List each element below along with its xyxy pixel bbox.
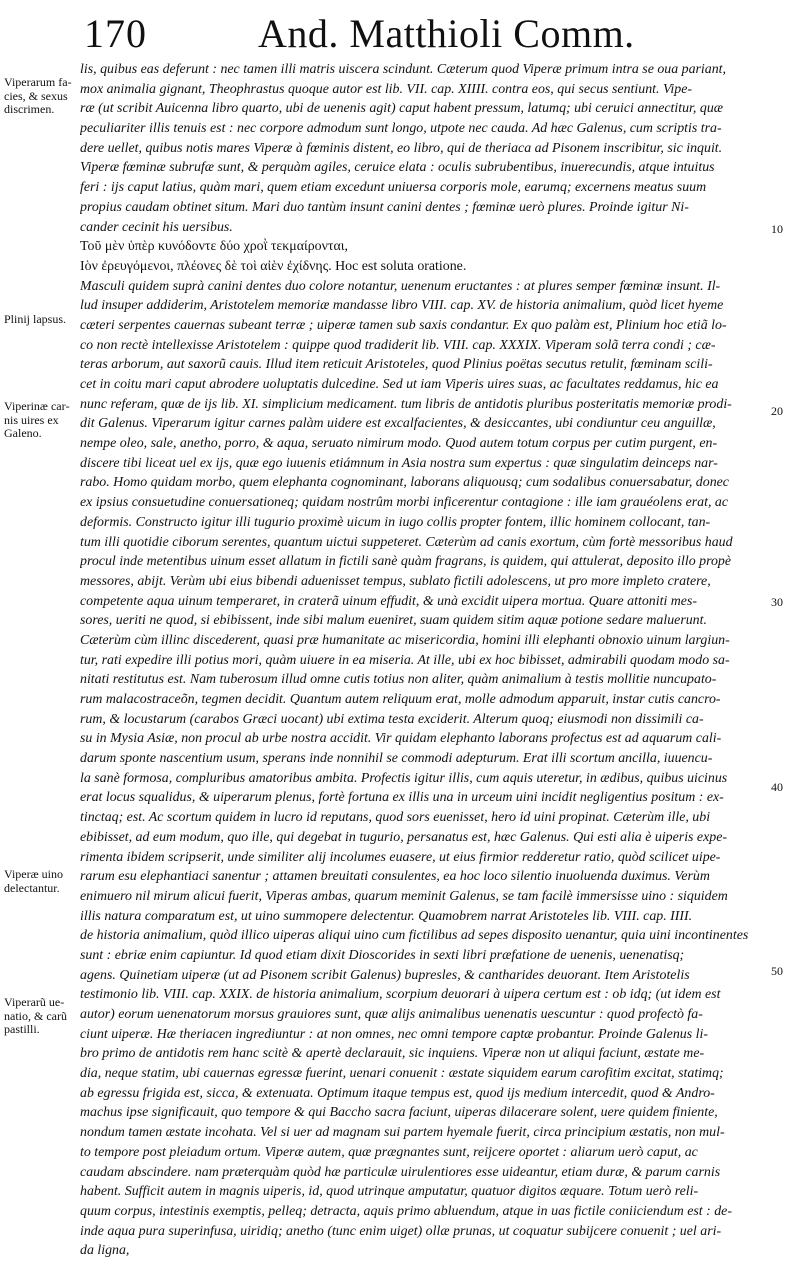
text-line: ab egressu frigida est, sicca, & extenuata. Optimum itaque tempus est, quod ijs medium intercedit, quod & Andro- (80, 1085, 715, 1101)
text-line: messores, abijt. Verùm ubi eius bibendi aduenisset tempus, sublato fictili adolescens, ut pro more impleto cratere, (80, 573, 711, 589)
text-line: bro primo de antidotis rem hanc scitè & apertè declarauit, sic inquiens. Viperæ non ut aliqui faciunt, æstate me- (80, 1046, 705, 1062)
text-line: procul inde metentibus uinum esset allatum in fictili sanè quàm fragrans, is quidem, qui attulerat, deposito illo propè (80, 554, 732, 570)
text-line: Masculi quidem suprà canini dentes duo colore notantur, uenenum eructantes : at plures semper fœminæ insunt. Il- (80, 278, 721, 294)
text-line: ciunt uiperæ. Hæ theriacen ingrediuntur : at non omnes, nec omni tempore captæ probantur. Proinde Galenus li- (80, 1026, 708, 1042)
running-head: And. Matthioli Comm. (258, 11, 635, 56)
text-line: rum, & locustarum (carabos Græci uocant) ubi extima testa exciderit. Alterum quoq; eiusmodi non dissimili ca- (80, 711, 704, 727)
margin-note: Viperarũ uenatio, & carũ pastilli. (4, 995, 67, 1036)
text-line: habent. Sufficit autem in magnis uiperis, id, quod utrinque amputatur, quatuor digitos æquare. Totum uerò reli- (80, 1184, 699, 1200)
line-number: 40 (771, 780, 783, 794)
text-line: caudam abscindere. nam præterquàm quòd hæ particulæ uirulentiores esse uideantur, etiam duræ, & parum carnis (80, 1164, 721, 1180)
text-line: tinctaq; est. Ac scortum quidem in lucro id reputans, quod sors euenisset, hero id uini propinat. Cæterùm ille, ubi (80, 810, 711, 826)
text-line: cander cecinit his uersibus. (80, 219, 233, 235)
text-line: competente aqua uinum temperaret, in craterã uinum effudit, & unà excidit uipera mortua. Quare attoniti mes- (80, 593, 698, 609)
text-line: lis, quibus eas deferunt : nec tamen illi matris uiscera scindunt. Cæterum quod Viperæ primum intra se oua pariant, (80, 62, 727, 77)
text-line: Viperæ fœminæ subrufæ sunt, & perquàm agiles, ceruice elata : oculis subrubentibus, inuerecundis, atque intuitus (80, 160, 715, 176)
line-number: 30 (771, 595, 783, 609)
text-line: to tempore post pleiadum ortum. Viperæ autem, quæ prægnantes sunt, reijcere oportet : aliarum uerò caput, ac (80, 1144, 698, 1160)
text-line: la sanè formosa, compluribus amatoribus ambita. Profectis igitur illis, cum aquis uteretur, in ædibus, quibus uicinus (80, 770, 728, 786)
margin-note: Viperarum facies, & sexus discrimen. (4, 75, 72, 116)
text-line: autor) eorum uenenatorum morsus grauiores sunt, quæ alijs animalibus uenenatis uescuntur : quod profectò fa- (80, 1007, 703, 1022)
text-line: peculiariter illis tenuis est : nec corpore admodum sunt longo, utpote nec cauda. Ad hæc Galenus, cum scriptis tra- (80, 121, 722, 137)
text-line: rarum esu elephantiaci sanentur ; attamen breuitati consulentes, ea hoc loco silentio inuoluenda duximus. Verùm (80, 869, 710, 885)
line-number: 10 (771, 222, 783, 236)
text-line: propius caudam obtinet situm. Mari duo tantùm insunt canini dentes ; fœminæ uerò plures. Proinde igitur Ni- (80, 199, 689, 215)
margin-note: Viperæ uino delectantur. (4, 867, 63, 895)
text-line: sores, ueriti ne quod, si ebibissent, inde sibi malum eueniret, suam quidem sitim aquæ potione sedare maluerunt. (80, 613, 707, 629)
text-line: cæteri serpentes cauernas subeant terræ ; uiperæ tamen sub saxis condantur. Ex quo palàm est, Plinium hoc etiã lo- (80, 317, 727, 333)
text-line: Cæterùm cùm illinc discederent, quasi præ humanitate ac misericordia, homini illi elephanti obnoxio uinum largiun- (80, 632, 730, 648)
text-line: su in Mysia Asiæ, non procul ab urbe nostra accidit. Vir quidam elephanto laborans profectus est ad aquarum cali- (80, 731, 722, 747)
text-line: testimonio lib. VIII. cap. XXIX. de historia animalium, scorpium deuorari à uipera certum est : ob idq; (ut idem est (80, 987, 721, 1003)
text-line: dia, neque statim, ubi cauernas egressæ fuerint, uenari conuenit : æstate siquidem earum carofitim excitat, statimq; (80, 1066, 724, 1082)
text-line: illis natura comparatum est, ut uino summopere delectentur. Quamobrem narrat Aristoteles lib. VIII. cap. IIII. (80, 908, 693, 924)
text-line: tum illi quotidie ciborum serentes, quantum uictui suppeteret. Cæterùm ad canis exortum, cùm fortè messoribus haud (80, 534, 733, 550)
text-line: rabo. Homo quidam morbo, quem elephanta cognominant, laborans aliquousq; cum sodalibus conuersabatur, donec (80, 475, 729, 491)
text-line: sunt : ebriæ enim capiuntur. Id quod etiam dixit Dioscorides in sexti libri præfatione de uenenis, uenenatisq; (80, 947, 685, 963)
text-line: nitati restitutus est. Nam tuberosum illud omne cutis totius non aliter, quàm animalium à testis mollitie nuncupato- (80, 672, 717, 688)
text-line: darum sponte nascentium usum, sperans inde nonnihil se commodi adepturum. Erat illi scortum ancilla, iuuencu- (80, 751, 713, 767)
page-number: 170 (84, 11, 147, 56)
text-line: inde aqua pura superinfusa, uiridiq; anetho (tunc enim uiget) ollæ prunas, ut coquatur subijcere conuenit ; uel ari- (80, 1223, 722, 1239)
text-line: teras arborum, aut saxorũ cauis. Illud item reticuit Aristoteles, quod Plinius poëtas secutus retulit, fœminam scili- (80, 357, 713, 373)
text-line: Ιὸν ἐρευγόμενοι, πλέονες δὲ τοὶ αἰὲν ἐχίδνης. Hoc est soluta oratione. (80, 258, 467, 274)
page-header (0, 4, 787, 56)
text-line: nempe oleo, sale, anetho, porro, & aqua, seruato nimirum modo. Quod autem totum corpus per cutim purgent, en- (80, 436, 718, 452)
text-line: nondum tamen æstate incohata. Vel si uer ad magnam sui partem hyemale fuerit, circa principium æstatis, non mul- (80, 1125, 725, 1141)
line-number: 20 (771, 404, 783, 418)
text-line: dere uellet, quibus notis mares Viperæ à fœminis distent, eo libro, qui de theriaca ad Pisonem inscribitur, sic inquit. (80, 140, 723, 156)
text-line: de historia animalium, quòd illico uiperas aliqui uino cum fictilibus ad sepes disposito uenantur, quia uini incontinentes (80, 928, 749, 944)
text-line: quum corpus, intestinis exemptis, pelleq; detracta, aquis primo abluendum, atque in uas fictile coniiciendum est : de- (80, 1203, 732, 1219)
text-line: erat locus squalidus, & uiperarum plenus, fortè fortuna ex illis una in urceum uini incidit negligentius positum : ex- (80, 790, 724, 806)
text-line: discere tibi liceat uel ex ijs, quæ ego iuuenis etiámnum in Asia nostra sum expertus : quæ singulatim deinceps nar- (80, 455, 718, 471)
body-text (80, 60, 760, 1261)
text-line: agens. Quinetiam uiperæ (ut ad Pisonem scribit Galenus) bupresles, & cantharides deuorant. Item Aristotelis (80, 967, 690, 983)
text-line: rimenta ibidem scripserit, unde similiter alij incolumes euasere, ut eius firmior redderetur ratio, quòd scilicet uipe- (80, 849, 721, 865)
text-line: nunc referam, quæ de ijs lib. XI. simplicium medicament. tum libris de antidotis pluribus posteritatis memoriæ prodi- (80, 396, 732, 412)
text-line: mox animalia gignant, Theophrastus quoque autor est lib. VII. cap. XIIII. contra eos, qui secus sentiunt. Vipe- (80, 81, 693, 97)
text-line: ex ipsius consuetudine conuersationeq; quidam nostrûm morbi inficerentur contagione : ille iam grauéolens erat, ac (80, 495, 729, 511)
text-line: Τοῦ μὲν ὑπὲρ κυνόδοντε δύο χροῒ τεκμαίρονται, (80, 239, 348, 255)
text-line: da ligna, (80, 1243, 130, 1259)
text-line: cet in coitu mari caput abrodere uoluptatis dulcedine. Sed ut iam Viperis uires suas, ac facultates reddamus, hic ea (80, 377, 719, 392)
text-line: dit Galenus. Viperarum igitur carnes palàm uidere est excalfacientes, & desiccantes, ubi condiuntur ceu anguillæ, (80, 416, 716, 432)
margin-note: Viperinæ carnis uires ex Galeno. (4, 399, 70, 440)
text-line: lud insuper addiderim, Aristotelem memoriæ mandasse libro VIII. cap. XV. de historia animalium, quòd licet hyeme (80, 298, 724, 314)
text-line: machus ipse significauit, quo tempore & qui Baccho sacra faciunt, uiperas dilacerare solent, uere quidem finiente, (80, 1105, 718, 1121)
text-line: feri : ijs caput latius, quàm mari, quem etiam excedunt uniuersa corporis mole, earumq; excernens meatus suum (80, 180, 707, 196)
text-line: rum malacostraceõn, tegmen decidit. Quantum autem reliquum erat, molle admodum apparuit, instar cutis cancro- (80, 692, 721, 707)
line-number: 50 (771, 964, 783, 978)
margin-note: Plinij lapsus. (4, 312, 67, 326)
text-line: co non rectè intellexisse Aristotelem : quippe quod tradiderit lib. VIII. cap. XXXIX. Viperam solã terra condi ; cæ- (80, 337, 716, 353)
text-line: tur, rati expedire illi potius mori, quàm uiuere in ea miseria. At ille, ubi ex hoc bibisset, admirabili quodam modo sa- (80, 652, 730, 668)
text-line: ræ (ut scribit Auicenna libro quarto, ubi de uenenis agit) caput habent pressum, latumq; ubi ceruici annectitur, quæ (80, 101, 724, 117)
text-line: enimuero nil mirum alicui fuerit, Viperas ambas, quarum meminit Galenus, se tam facilè immersisse uino : siquidem (80, 888, 728, 904)
text-line: ebibisset, ad eum modum, quo ille, qui degebat in tugurio, persanatus est, hæc Galenus. Qui esti alia è uiperis expe- (80, 829, 727, 845)
text-line: deformis. Constructo igitur illi tugurio proximè uicum in iugo collis propter fontem, illic hominem collocant, tan- (80, 514, 711, 530)
